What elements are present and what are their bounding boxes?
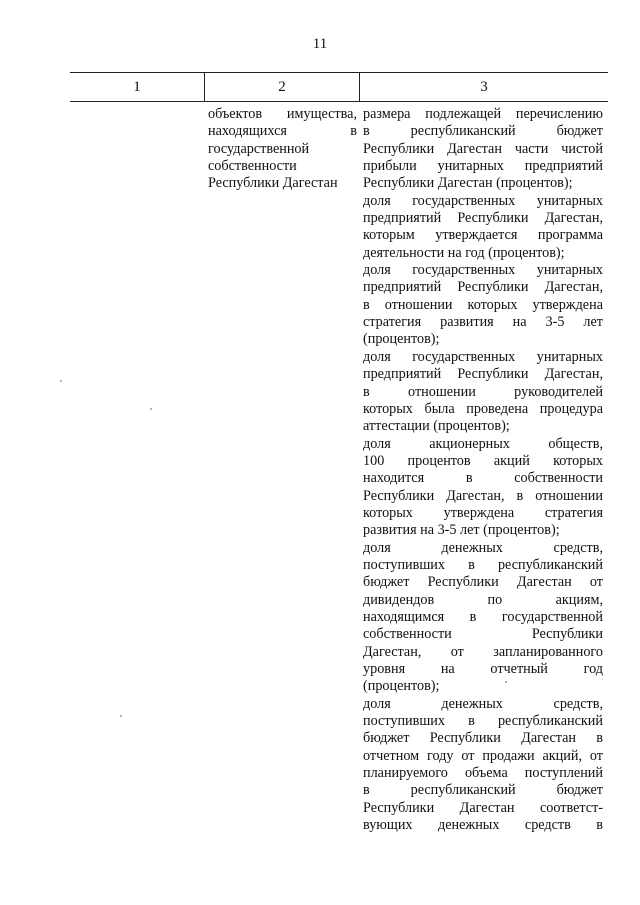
column-3-text-line: вующих денежных средств в — [363, 817, 603, 834]
column-3-text-line: (процентов); — [363, 331, 440, 348]
table-header-bottom-rule — [70, 101, 608, 102]
column-2-text — [208, 106, 357, 193]
column-3-text-line: деятельности на год (процентов); — [363, 244, 565, 261]
scan-speck — [150, 408, 152, 410]
column-3-text-line: в республиканский бюджет — [363, 782, 603, 799]
column-3-text-line: бюджет Республики Дагестан от — [363, 574, 603, 591]
column-3-text-line: доля государственных унитарных — [363, 192, 603, 209]
column-3-text-line: (процентов); — [363, 678, 440, 695]
column-3-text-line: развития на 3-5 лет (процентов); — [363, 522, 560, 539]
column-3-text-line: поступивших в республиканский — [363, 713, 603, 730]
column-3-text-line: доля денежных средств, — [363, 695, 603, 712]
column-3-text-line: уровня на отчетный год — [363, 661, 603, 677]
column-3-text-line: собственности Республики — [363, 626, 603, 643]
column-3-text-line: бюджет Республики Дагестан в — [363, 730, 603, 747]
column-3-text-line: в отношении которых утверждена — [363, 296, 603, 313]
column-3-text-line: доля государственных унитарных — [363, 348, 603, 365]
column-3-text-line: доля акционерных обществ, — [363, 435, 603, 452]
column-3-text-line: которым утверждается программа — [363, 227, 603, 244]
column-3-text-line: предприятий Республики Дагестан, — [363, 279, 603, 296]
page-number: 11 — [312, 36, 328, 52]
column-3-text-line: предприятий Республики Дагестан, — [363, 366, 603, 383]
column-2-text-line: государственной — [208, 140, 310, 157]
column-3-text-line: в отношении руководителей — [363, 383, 603, 400]
column-3-text-line: предприятий Республики Дагестан, — [363, 210, 603, 227]
scan-speck — [120, 715, 122, 717]
column-number-2: 2 — [278, 79, 286, 95]
column-3-text-line: Дагестан, от запланированного — [363, 643, 603, 660]
scan-speck — [505, 681, 507, 683]
column-3-text-line: доля денежных средств, — [363, 539, 603, 556]
column-3-text-line: доля государственных унитарных — [363, 262, 603, 279]
column-3-text-line: 100 процентов акций которых — [363, 452, 603, 469]
column-2-text-line: объектов имущества, — [208, 106, 357, 122]
column-3-text-line: размера подлежащей перечислению — [363, 106, 603, 122]
column-3-text-line: Республики Дагестан, в отношении — [363, 487, 603, 504]
column-number-3: 3 — [480, 79, 488, 95]
column-2-text-line: находящихся в — [208, 123, 357, 140]
column-3-text-line: которых была проведена процедура — [363, 400, 603, 417]
column-number-1: 1 — [133, 79, 141, 95]
column-3-text-line: находится в собственности — [363, 470, 603, 487]
column-3-text-line: Республики Дагестан (процентов); — [363, 175, 573, 192]
column-3-text-line: поступивших в республиканский — [363, 556, 603, 573]
column-3-text-line: планируемого объема поступлений — [363, 765, 603, 782]
column-2-text-line: Республики Дагестан — [208, 175, 338, 192]
column-3-text-line: которых утверждена стратегия — [363, 504, 603, 521]
column-3-text-line: отчетном году от продажи акций, от — [363, 747, 603, 764]
column-3-text — [363, 106, 603, 834]
column-3-text-line: прибыли унитарных предприятий — [363, 158, 603, 175]
column-2-text-line: собственности — [208, 158, 297, 175]
table-top-rule — [70, 72, 608, 73]
column-3-text-line: дивидендов по акциям, — [363, 591, 603, 608]
scan-speck — [60, 380, 62, 382]
column-3-text-line: находящимся в государственной — [363, 608, 603, 625]
column-3-text-line: Республики Дагестан части чистой — [363, 140, 603, 157]
column-3-text-line: Республики Дагестан соответст- — [363, 799, 603, 816]
column-3-text-line: в республиканский бюджет — [363, 123, 603, 140]
column-3-text-line: стратегия развития на 3-5 лет — [363, 314, 603, 331]
column-3-text-line: аттестации (процентов); — [363, 418, 510, 435]
